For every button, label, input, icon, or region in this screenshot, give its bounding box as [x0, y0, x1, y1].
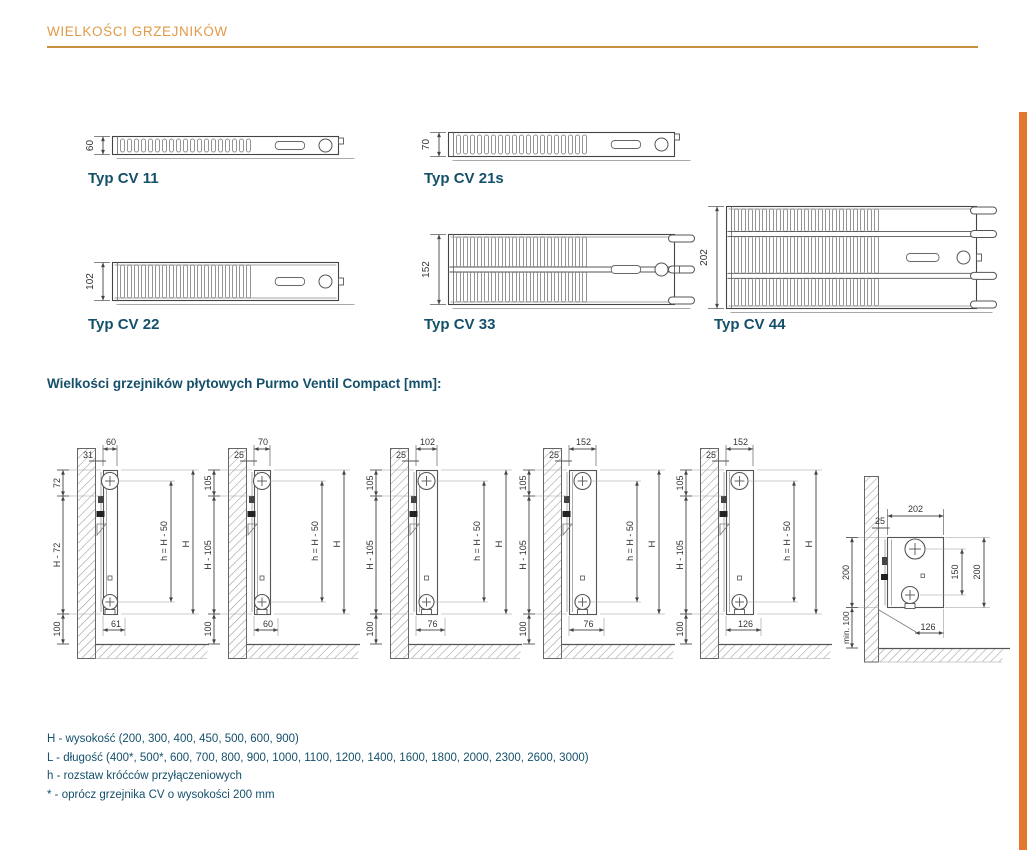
detail-view-diagram-200mm	[842, 462, 1027, 697]
svg-text:61: 61	[110, 619, 122, 629]
svg-text:h = H - 50: h = H - 50	[782, 521, 792, 561]
svg-text:70: 70	[257, 437, 269, 447]
svg-text:100: 100	[519, 621, 528, 637]
svg-text:72: 72	[53, 477, 62, 489]
type-label-cv11: Typ CV 11	[88, 170, 159, 187]
svg-text:100: 100	[676, 621, 685, 637]
page-title: WIELKOŚCI GRZEJNIKÓW	[47, 24, 228, 39]
svg-text:126: 126	[920, 622, 936, 632]
svg-text:25: 25	[395, 450, 406, 460]
svg-text:H: H	[804, 540, 815, 548]
svg-text:H: H	[332, 540, 343, 548]
svg-text:152: 152	[422, 261, 432, 278]
svg-text:152: 152	[575, 437, 592, 447]
legend-line-lengths: L - długość (400*, 500*, 600, 700, 800, 900, 1000, 1100, 1200, 1400, 1600, 1800, 2000, 2300, 2600, 3000)	[47, 751, 589, 764]
radiator-top-view-cv21s	[422, 128, 702, 171]
cv44-top-drawing	[700, 202, 1004, 318]
svg-text:25: 25	[233, 450, 244, 460]
svg-text:H - 105: H - 105	[676, 540, 685, 570]
detail-drawing	[842, 462, 1027, 692]
radiator-top-view-cv33	[422, 230, 702, 319]
section-heading: Wielkości grzejników płytowych Purmo Ventil Compact [mm]:	[47, 376, 442, 391]
legend-line-heights: H - wysokość (200, 300, 400, 450, 500, 600, 900)	[47, 733, 299, 745]
type-label-cv44: Typ CV 44	[714, 316, 786, 333]
accent-sidebar	[1019, 112, 1027, 850]
svg-text:H - 105: H - 105	[204, 540, 213, 570]
svg-text:105: 105	[366, 475, 375, 491]
radiator-top-view-cv44	[700, 202, 1004, 323]
svg-text:H: H	[647, 540, 658, 548]
legend-line-h-spacing: h - rozstaw króćców przyłączeniowych	[47, 770, 242, 782]
svg-text:H: H	[494, 540, 505, 548]
side-view-diagram-cv21s	[204, 432, 364, 677]
svg-text:100: 100	[366, 621, 375, 637]
svg-text:105: 105	[204, 475, 213, 491]
svg-text:min. 100: min. 100	[842, 611, 851, 645]
svg-text:105: 105	[519, 475, 528, 491]
legend-line-asterisk: * - oprócz grzejnika CV o wysokości 200 mm	[47, 788, 275, 801]
svg-text:H - 105: H - 105	[519, 540, 528, 570]
svg-text:60: 60	[262, 619, 274, 629]
cv22-top-drawing	[86, 258, 366, 310]
svg-text:200: 200	[842, 564, 851, 581]
side-drawing-2	[366, 432, 526, 672]
svg-text:h = H - 50: h = H - 50	[310, 521, 320, 561]
svg-text:70: 70	[422, 138, 432, 151]
svg-text:25: 25	[874, 516, 885, 526]
svg-text:202: 202	[700, 249, 710, 266]
type-label-cv21s: Typ CV 21s	[424, 170, 504, 187]
side-view-diagram-cv11	[53, 432, 213, 677]
svg-text:60: 60	[105, 437, 117, 447]
svg-text:100: 100	[204, 621, 213, 637]
svg-text:h = H - 50: h = H - 50	[159, 521, 169, 561]
svg-text:202: 202	[907, 504, 924, 514]
svg-text:76: 76	[583, 619, 594, 629]
svg-text:h = H - 50: h = H - 50	[625, 521, 635, 561]
legend	[47, 730, 589, 804]
cv33-top-drawing	[422, 230, 702, 314]
svg-text:h = H - 50: h = H - 50	[472, 521, 482, 561]
cv21s-top-drawing	[422, 128, 702, 166]
svg-text:H - 105: H - 105	[366, 540, 375, 570]
svg-text:H - 72: H - 72	[53, 542, 62, 568]
type-label-cv33: Typ CV 33	[424, 316, 496, 333]
svg-text:31: 31	[82, 450, 93, 460]
side-view-diagram-cv22	[366, 432, 526, 677]
side-drawing-3	[519, 432, 679, 672]
svg-text:200: 200	[972, 564, 982, 580]
side-drawing-4	[676, 432, 836, 672]
header-rule	[47, 46, 978, 48]
svg-text:25: 25	[705, 450, 716, 460]
svg-text:100: 100	[53, 621, 62, 637]
svg-text:25: 25	[548, 450, 559, 460]
side-drawing-0	[53, 432, 213, 672]
svg-text:H: H	[181, 540, 192, 548]
svg-text:126: 126	[737, 619, 754, 629]
svg-text:76: 76	[427, 619, 438, 629]
radiator-top-view-cv11	[86, 132, 366, 169]
svg-text:105: 105	[676, 475, 685, 491]
svg-text:102: 102	[419, 437, 436, 447]
svg-text:102: 102	[86, 273, 96, 290]
svg-text:152: 152	[732, 437, 749, 447]
type-label-cv22: Typ CV 22	[88, 316, 160, 333]
radiator-top-view-cv22	[86, 258, 366, 315]
side-view-diagram-cv33	[519, 432, 679, 677]
side-drawing-1	[204, 432, 364, 672]
svg-text:150: 150	[950, 564, 960, 580]
side-view-diagram-cv44	[676, 432, 836, 677]
cv11-top-drawing	[86, 132, 366, 164]
svg-text:60: 60	[86, 139, 96, 152]
